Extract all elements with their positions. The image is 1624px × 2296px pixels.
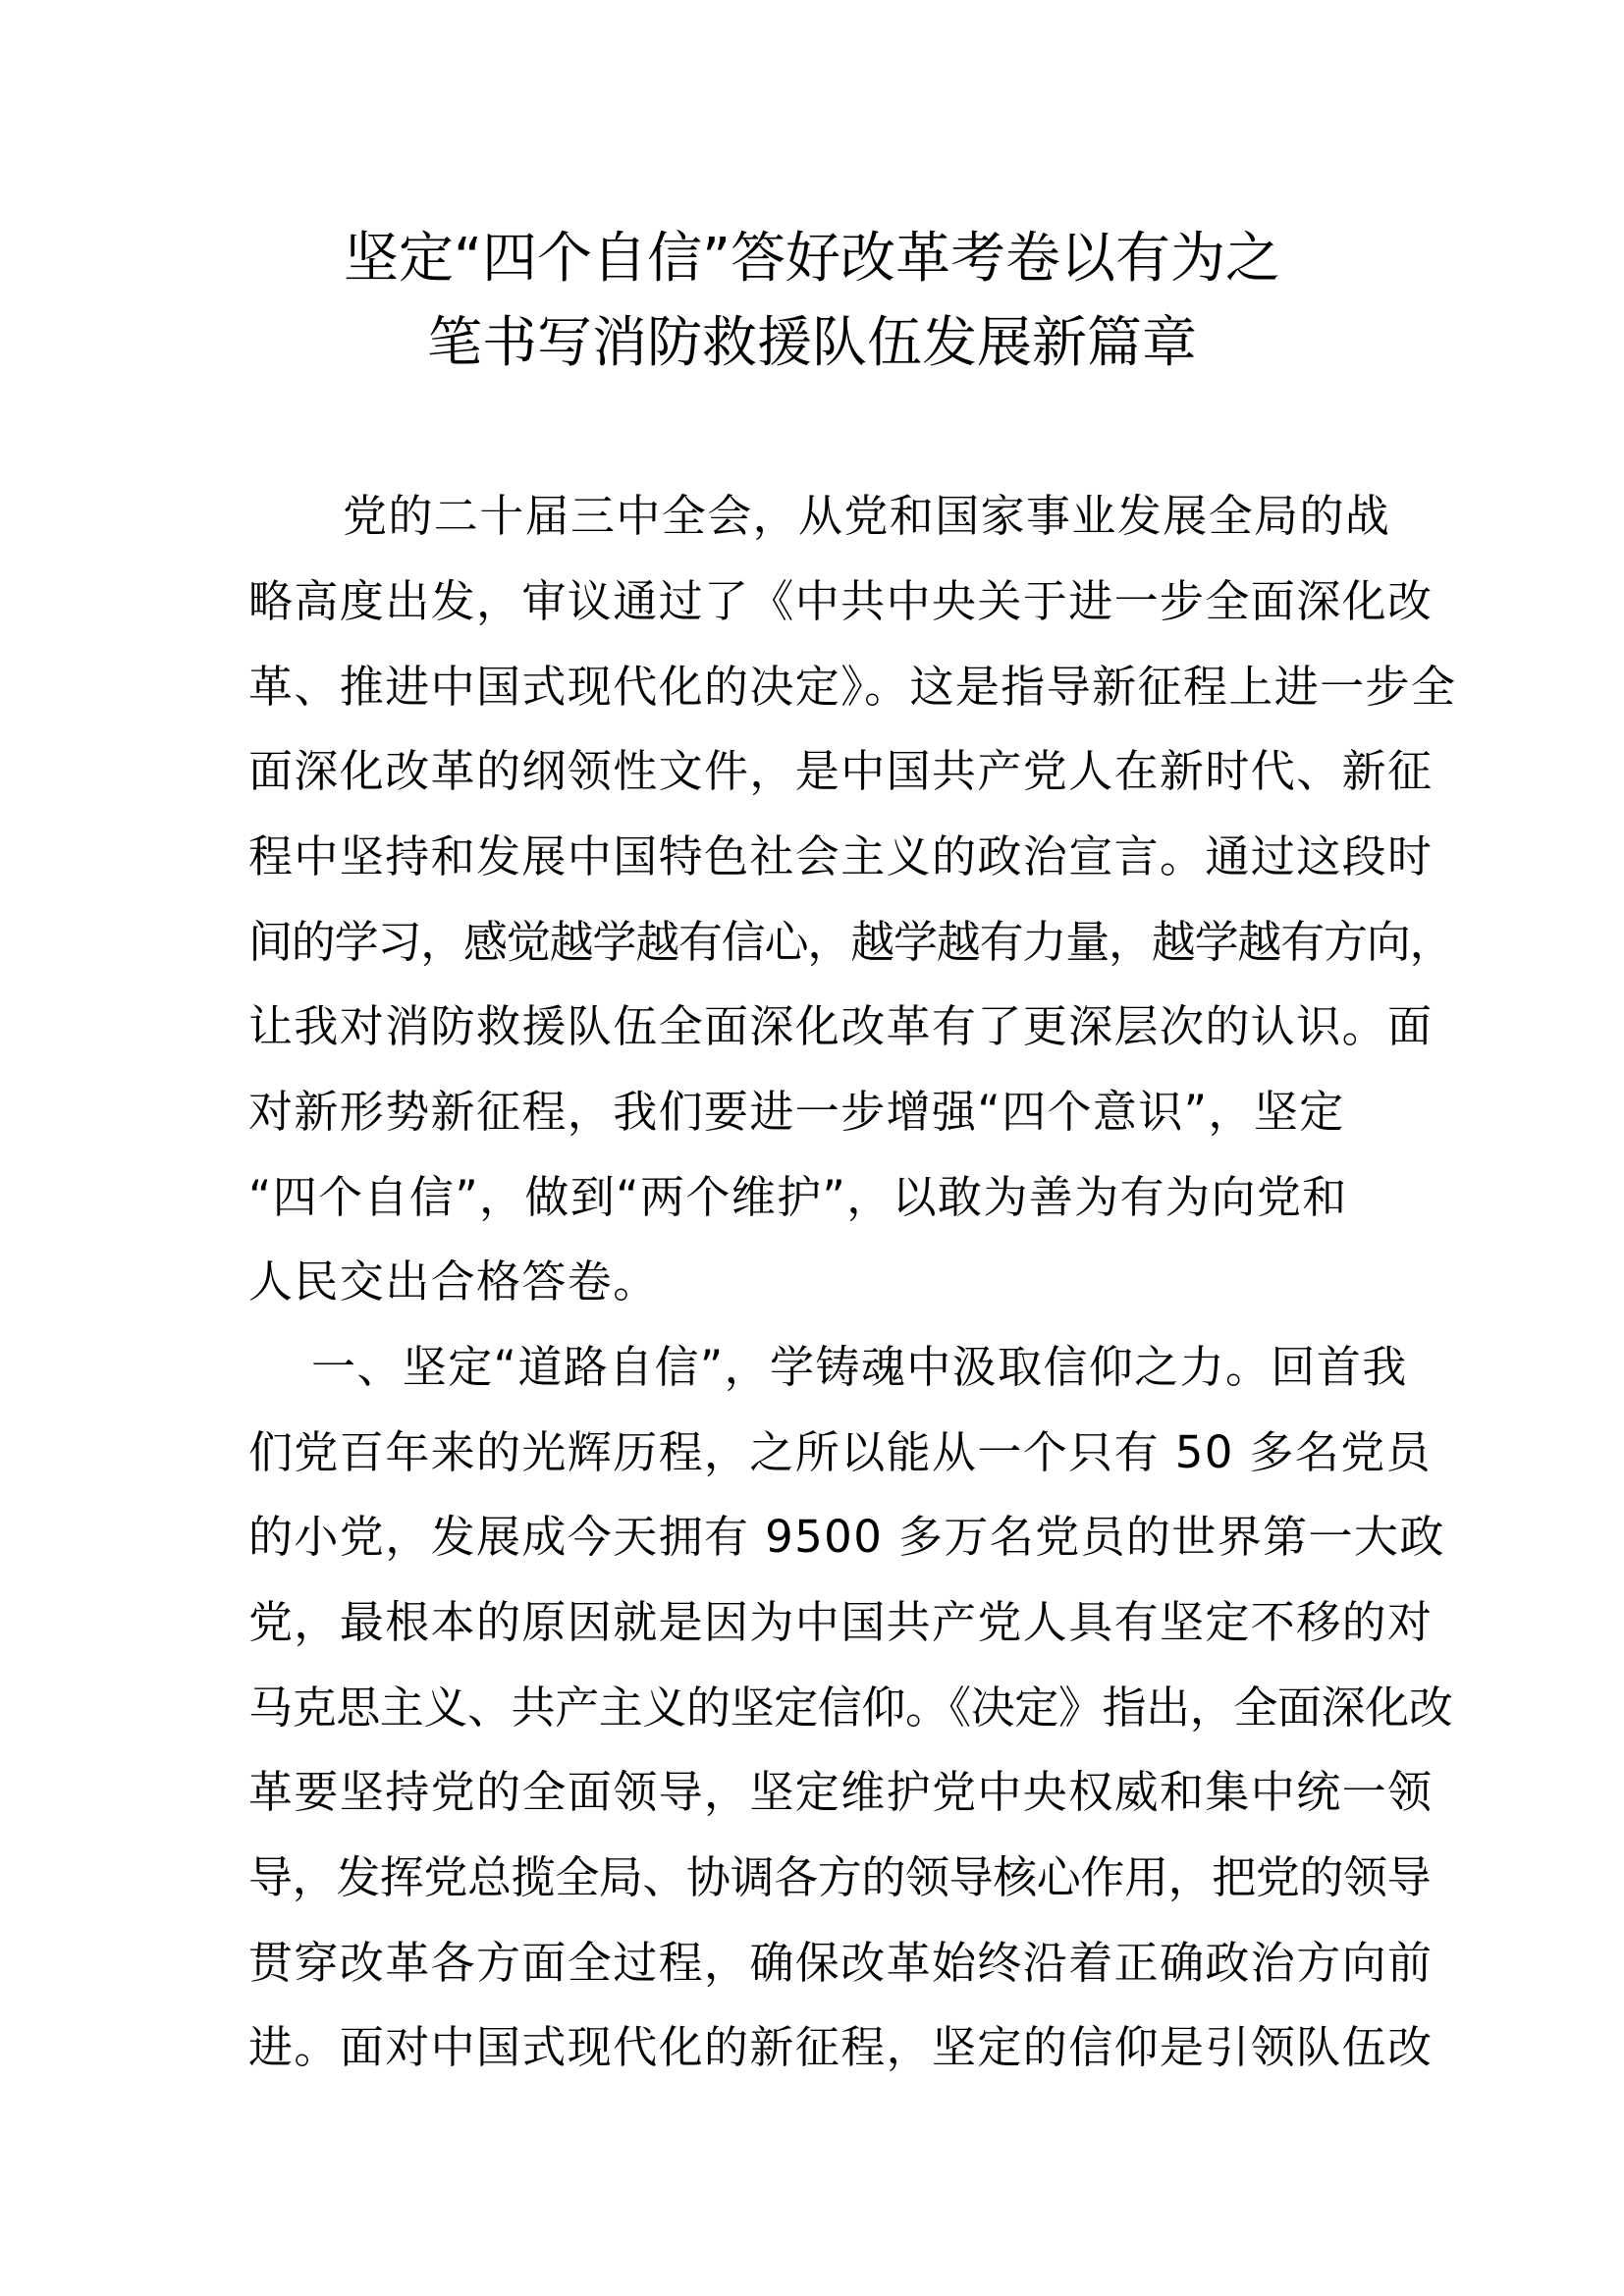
text-line: 们党百年来的光辉历程，之所以能从一个只有 50 多名党员 — [248, 1426, 1433, 1478]
text-line: 间的学习，感觉越学越有信心，越学越有力量，越学越有方向， — [248, 916, 1453, 968]
text-line: 对新形势新征程，我们要进一步增强“四个意识”，坚定 — [248, 1086, 1345, 1138]
text-line: 贯穿改革各方面全过程，确保改革始终沿着正确政治方向前 — [248, 1937, 1434, 1989]
document-title-line-2: 笔书写消防救援队伍发展新篇章 — [427, 311, 1197, 375]
text-line: 略高度出发，审议通过了《中共中央关于进一步全面深化改 — [248, 575, 1434, 627]
text-line: 马克思主义、共产主义的坚定信仰。《决定》指出，全面深化改 — [248, 1682, 1453, 1734]
section-heading-line: 一、坚定“道路自信”，学铸魂中汲取信仰之力。回首我 — [311, 1341, 1408, 1393]
text-line: 面深化改革的纲领性文件，是中国共产党人在新时代、新征 — [248, 745, 1434, 797]
text-line: 革要坚持党的全面领导，坚定维护党中央权威和集中统一领 — [248, 1766, 1434, 1818]
text-line: 革、推进中国式现代化的决定》。这是指导新征程上进一步全 — [248, 661, 1457, 713]
text-line: 程中坚持和发展中国特色社会主义的政治宣言。通过这段时 — [248, 830, 1434, 882]
text-line: 的小党，发展成今天拥有 9500 多万名党员的世界第一大政 — [248, 1511, 1445, 1563]
text-line: 党的二十届三中全会，从党和国家事业发展全局的战 — [343, 490, 1391, 542]
text-line: “四个自信”，做到“两个维护”，以敢为善为有为向党和 — [248, 1171, 1348, 1223]
text-line: 让我对消防救援队伍全面深化改革有了更深层次的认识。面 — [248, 1000, 1434, 1052]
text-line: 人民交出合格答卷。 — [248, 1255, 659, 1308]
text-line: 导，发挥党总揽全局、协调各方的领导核心作用，把党的领导 — [248, 1851, 1432, 1903]
document-title-line-1: 坚定“四个自信”答好改革考卷以有为之 — [343, 227, 1281, 291]
text-line: 进。面对中国式现代化的新征程，坚定的信仰是引领队伍改 — [248, 2021, 1434, 2073]
text-line: 党，最根本的原因就是因为中国共产党人具有坚定不移的对 — [248, 1596, 1434, 1648]
